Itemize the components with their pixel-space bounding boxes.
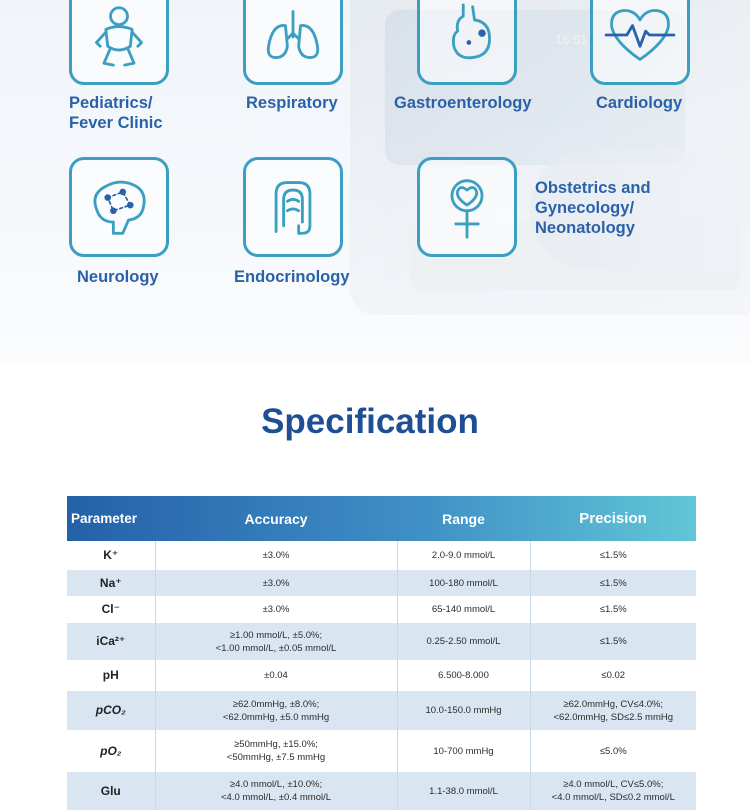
brain-icon (69, 157, 169, 257)
header-precision: Precision (579, 510, 647, 527)
param-cell: iCa²⁺ (96, 634, 126, 648)
accuracy-cell: ≥1.00 mmol/L, ±5.0%; <1.00 mmol/L, ±0.05 mmol/L (155, 623, 397, 660)
accuracy-cell: ±3.0% (155, 570, 397, 596)
dept-label-pediatrics: Pediatrics/ Fever Clinic (69, 94, 163, 132)
specification-table (67, 496, 696, 810)
precision-cell: ≥4.0 mmol/L, CV≤5.0%; <4.0 mmol/L, SD≤0.2 mmol/L (530, 772, 696, 810)
header-range: Range (442, 510, 485, 527)
range-cell: 65-140 mmol/L (397, 596, 530, 623)
precision-cell: ≤1.5% (530, 570, 696, 596)
dept-label-gastroenterology: Gastroenterology (394, 94, 532, 112)
table-row (67, 772, 696, 810)
accuracy-cell: ≥62.0mmHg, ±8.0%; <62.0mmHg, ±5.0 mmHg (155, 691, 397, 730)
dept-label-neurology: Neurology (77, 268, 159, 286)
header-accuracy: Accuracy (244, 510, 308, 527)
precision-cell: ≤1.5% (530, 541, 696, 570)
dept-label-endocrinology: Endocrinology (234, 268, 350, 286)
accuracy-cell: ±3.0% (155, 596, 397, 623)
lungs-icon (243, 0, 343, 85)
baby-icon (69, 0, 169, 85)
table-header-row (67, 496, 696, 541)
param-cell: K⁺ (103, 548, 119, 562)
accuracy-cell: ±0.04 (155, 660, 397, 691)
table-row (67, 623, 696, 660)
department-banner (0, 0, 750, 362)
precision-cell: ≤0.02 (530, 660, 696, 691)
table-row (67, 570, 696, 596)
table-row (67, 541, 696, 570)
heart-pulse-icon (590, 0, 690, 85)
stomach-icon (417, 0, 517, 85)
specification-title: Specification (261, 402, 479, 441)
param-cell: pO₂ (100, 743, 122, 758)
table-row (67, 596, 696, 623)
range-cell: 100-180 mmol/L (397, 570, 530, 596)
range-cell: 2.0-9.0 mmol/L (397, 541, 530, 570)
param-cell: Na⁺ (99, 575, 122, 590)
param-cell: Cl⁻ (101, 602, 120, 616)
accuracy-cell: ±3.0% (155, 541, 397, 570)
female-symbol-icon (417, 157, 517, 257)
table-row (67, 730, 696, 772)
param-cell: pCO₂ (95, 703, 126, 717)
precision-cell: ≥62.0mmHg, CV≤4.0%; <62.0mmHg, SD≤2.5 mmHg (530, 691, 696, 730)
dept-label-obstetrics: Obstetrics and Gynecology/ Neonatology (535, 179, 651, 237)
precision-cell: ≤5.0% (530, 730, 696, 772)
header-parameter: Parameter (71, 511, 138, 526)
table-row (67, 660, 696, 691)
range-cell: 1.1-38.0 mmol/L (397, 772, 530, 810)
param-cell: pH (102, 668, 119, 682)
precision-cell: ≤1.5% (530, 596, 696, 623)
range-cell: 0.25-2.50 mmol/L (397, 623, 530, 660)
range-cell: 6.500-8.000 (397, 660, 530, 691)
table-row (67, 691, 696, 730)
range-cell: 10.0-150.0 mmHg (397, 691, 530, 730)
accuracy-cell: ≥4.0 mmol/L, ±10.0%; <4.0 mmol/L, ±0.4 mmol/L (155, 772, 397, 810)
range-cell: 10-700 mmHg (397, 730, 530, 772)
intestine-icon (243, 157, 343, 257)
dept-label-cardiology: Cardiology (596, 94, 683, 112)
accuracy-cell: ≥50mmHg, ±15.0%; <50mmHg, ±7.5 mmHg (155, 730, 397, 772)
device-screen-time: 16:51 (555, 32, 588, 47)
param-cell: Glu (100, 783, 121, 798)
precision-cell: ≤1.5% (530, 623, 696, 660)
dept-label-respiratory: Respiratory (246, 94, 338, 112)
